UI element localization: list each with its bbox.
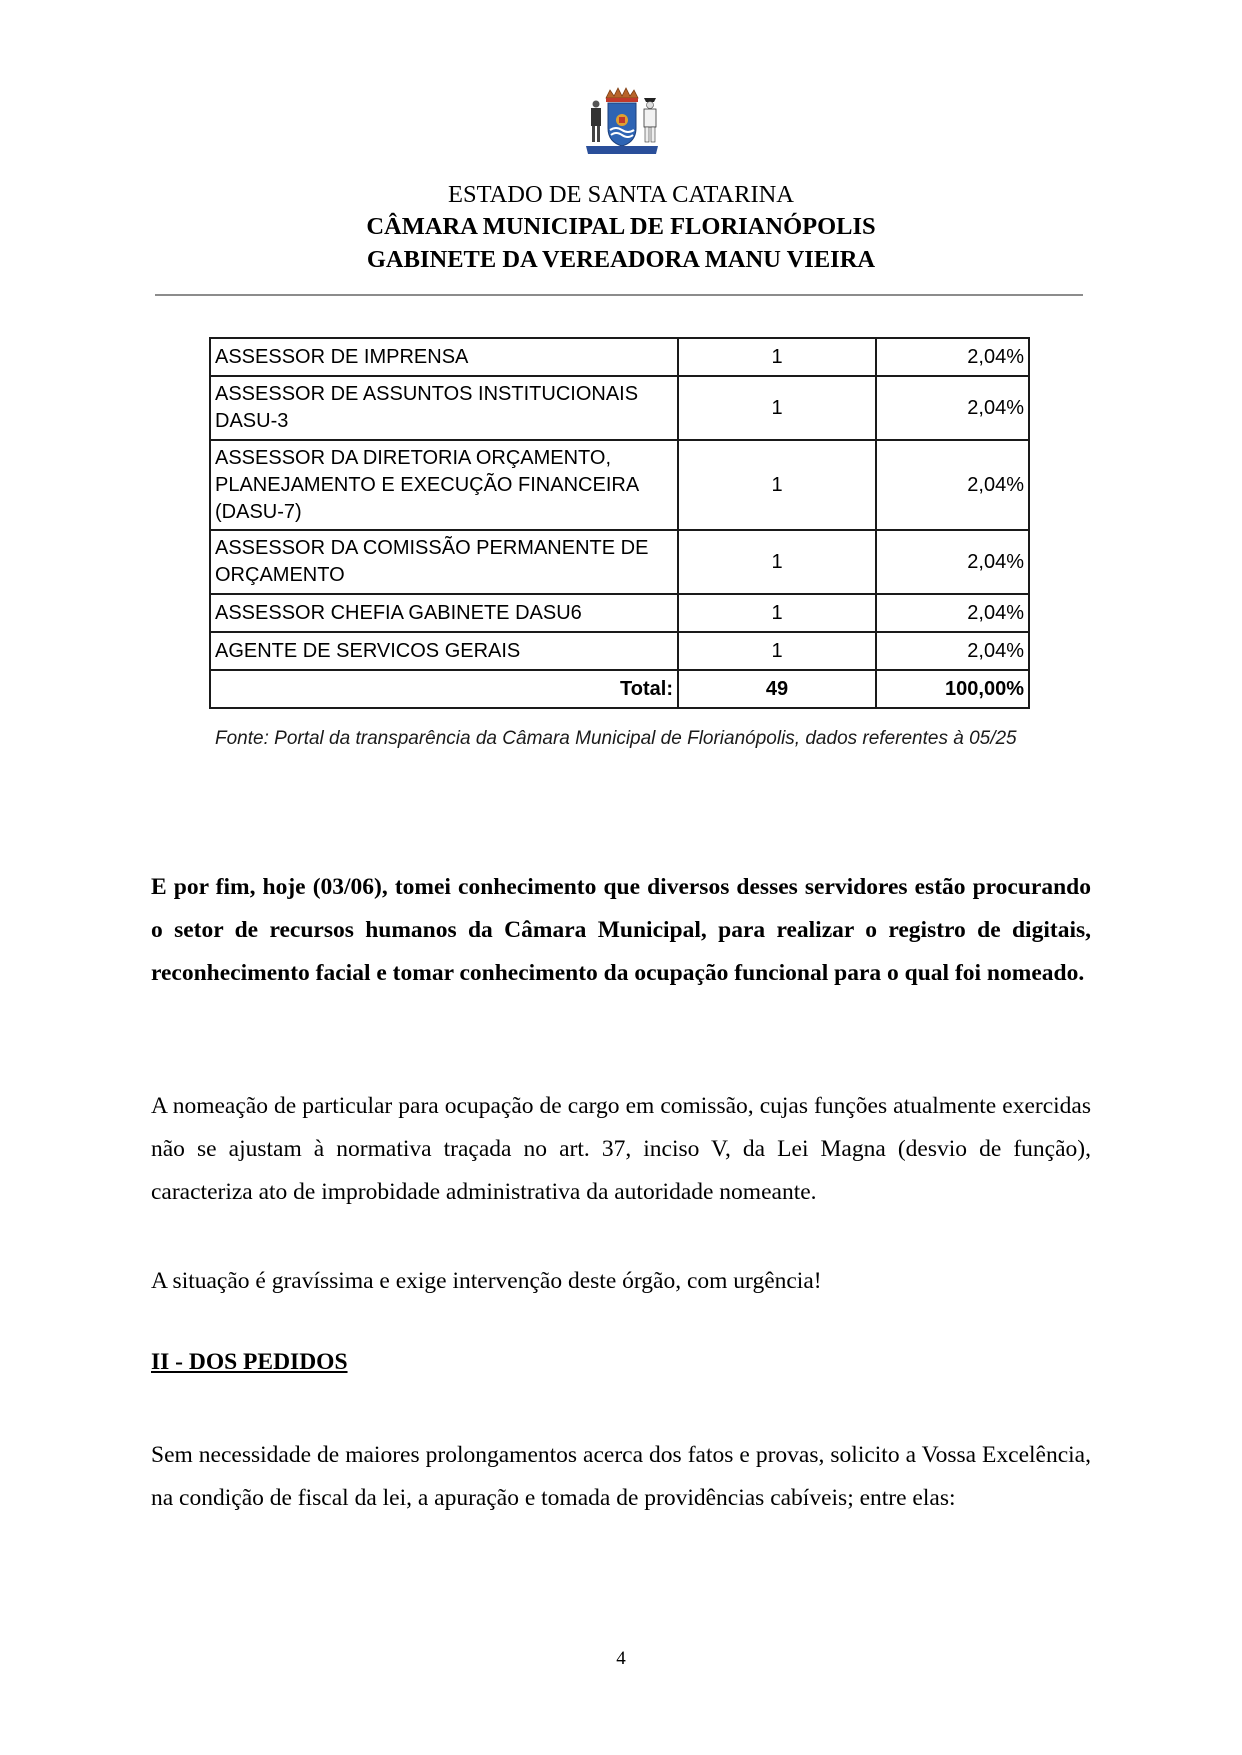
qty-cell: 1	[678, 530, 876, 594]
paragraph-urgency: A situação é gravíssima e exige intervenção deste órgão, com urgência!	[151, 1268, 822, 1294]
table-source-caption: Fonte: Portal da transparência da Câmara Municipal de Florianópolis, dados referentes à 05/25	[215, 728, 1017, 749]
header-state: ESTADO DE SANTA CATARINA	[448, 181, 794, 208]
table-row	[210, 632, 1029, 670]
pct-cell: 2,04%	[876, 440, 1029, 530]
staff-table	[209, 337, 1030, 709]
qty-cell: 1	[678, 632, 876, 670]
page-number: 4	[616, 1648, 626, 1669]
table-row	[210, 376, 1029, 440]
table-row	[210, 338, 1029, 376]
role-cell: ASSESSOR DA COMISSÃO PERMANENTE DE ORÇAMENTO	[210, 530, 678, 594]
pct-cell: 2,04%	[876, 338, 1029, 376]
pct-cell: 2,04%	[876, 376, 1029, 440]
role-cell: ASSESSOR DE IMPRENSA	[210, 338, 678, 376]
paragraph-legal-argument: A nomeação de particular para ocupação de cargo em comissão, cujas funções atualmente exercidas não se ajustam à normativa traçada no art. 37, inciso V, da Lei Magna (desvio de função), caracteriza ato de improbidade administrativa da autoridade nomeante.	[151, 1093, 1091, 1205]
qty-cell: 1	[678, 594, 876, 632]
qty-cell: 1	[678, 376, 876, 440]
header-chamber: CÂMARA MUNICIPAL DE FLORIANÓPOLIS	[366, 213, 876, 240]
section-heading: II - DOS PEDIDOS	[151, 1349, 348, 1375]
paragraph-requests: Sem necessidade de maiores prolongamentos acerca dos fatos e provas, solicito a Vossa Excelência, na condição de fiscal da lei, a apuração e tomada de providências cabíveis; entre elas:	[151, 1442, 1091, 1511]
total-label: Total:	[210, 670, 678, 708]
role-cell: AGENTE DE SERVICOS GERAIS	[210, 632, 678, 670]
pct-cell: 2,04%	[876, 530, 1029, 594]
table-total-row	[210, 670, 1029, 708]
paragraph-bold-facts: E por fim, hoje (03/06), tomei conhecimento que diversos desses servidores estão procurando o setor de recursos humanos da Câmara Municipal, para realizar o registro de digitais, reconhecimento facial e tomar conhecimento da ocupação funcional para o qual foi nomeado.	[151, 874, 1091, 986]
qty-cell: 1	[678, 440, 876, 530]
role-cell: ASSESSOR DE ASSUNTOS INSTITUCIONAIS DASU-3	[210, 376, 678, 440]
role-cell: ASSESSOR DA DIRETORIA ORÇAMENTO, PLANEJAMENTO E EXECUÇÃO FINANCEIRA (DASU-7)	[210, 440, 678, 530]
qty-cell: 1	[678, 338, 876, 376]
coat-of-arms-icon	[576, 84, 668, 164]
total-pct: 100,00%	[876, 670, 1029, 708]
table-row	[210, 530, 1029, 594]
role-cell: ASSESSOR CHEFIA GABINETE DASU6	[210, 594, 678, 632]
total-qty: 49	[678, 670, 876, 708]
header-office: GABINETE DA VEREADORA MANU VIEIRA	[366, 246, 876, 273]
pct-cell: 2,04%	[876, 632, 1029, 670]
header-divider	[155, 294, 1083, 296]
table-row	[210, 594, 1029, 632]
pct-cell: 2,04%	[876, 594, 1029, 632]
table-row	[210, 440, 1029, 530]
